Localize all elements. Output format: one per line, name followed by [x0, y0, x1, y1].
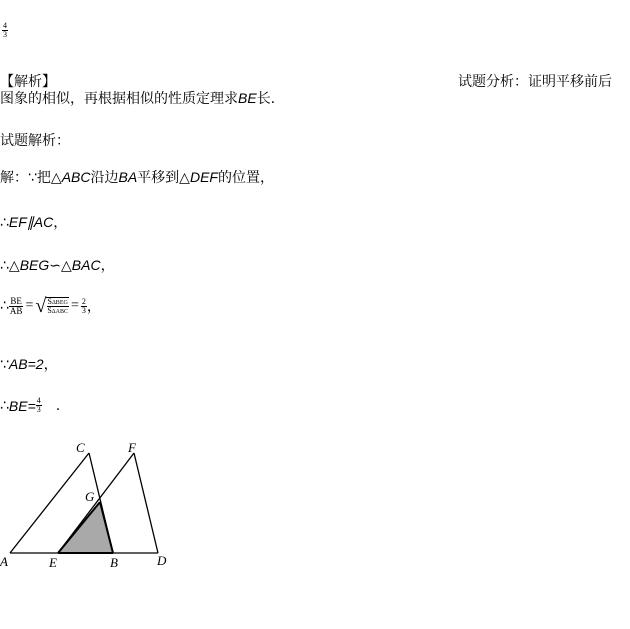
summary-var: BE	[238, 90, 257, 106]
line6-end: .	[55, 397, 61, 414]
line1-def: DEF	[189, 169, 218, 185]
line4-sqrt-frac	[46, 298, 69, 315]
line4-eq2: =	[70, 298, 79, 313]
line1-abc: ABC	[61, 169, 91, 185]
line3-end: ，	[100, 258, 115, 274]
summary-end: 长.	[256, 91, 276, 107]
line4-prefix: ∴	[0, 298, 9, 314]
solution-line-1	[0, 167, 274, 187]
line4-s-num-sub: ΔBEG	[51, 300, 68, 306]
solution-title: 试题解析：	[0, 133, 70, 149]
line4-s-num: S	[47, 297, 52, 306]
solution-line-5	[0, 354, 58, 374]
line2-prefix: ∴	[0, 215, 9, 231]
answer-numerator: 4	[3, 21, 7, 30]
line2-expr: EF∥AC	[8, 214, 54, 230]
line6-prefix: ∴	[0, 397, 9, 414]
label-b: B	[110, 555, 118, 570]
radical-icon: √	[35, 295, 47, 317]
label-e: E	[49, 555, 57, 570]
line4-frac	[9, 297, 24, 316]
line1-prefix: 解：∵把△	[0, 170, 62, 186]
answer-denominator: 3	[3, 30, 7, 39]
line4-s-den-sub: ΔABC	[51, 309, 68, 315]
shaded-triangle-beg	[58, 502, 113, 553]
line5-expr: AB=2	[8, 356, 44, 372]
solution-line-6	[0, 397, 60, 414]
line6-frac	[36, 397, 42, 414]
line5-prefix: ∵	[0, 357, 9, 373]
line6-var: BE=	[8, 397, 36, 414]
line4-frac-den: AB	[9, 305, 23, 316]
label-g: G	[85, 489, 95, 504]
line1-mid1: 沿边	[90, 170, 119, 186]
label-a: A	[0, 554, 8, 569]
summary-text: 图象的相似，再根据相似的性质定理求	[0, 91, 238, 107]
solution-line-3	[0, 255, 115, 275]
label-c: C	[76, 440, 85, 455]
solution-line-4	[0, 296, 101, 316]
line4-s-den: S	[47, 306, 52, 315]
line2-end: ，	[53, 215, 68, 231]
line1-end: 的位置，	[217, 170, 274, 186]
line6-den: 3	[36, 405, 41, 414]
line1-mid2: 平移到△	[137, 170, 190, 186]
line4-ratio-num: 2	[81, 296, 86, 306]
line4-sqrt	[35, 296, 69, 316]
line6-num: 4	[36, 396, 41, 405]
line4-end: ，	[86, 300, 101, 315]
line3-sim: ∽△	[49, 258, 72, 274]
segment-fd	[134, 453, 158, 553]
line4-frac-num: BE	[10, 295, 22, 306]
line4-ratio-den: 3	[81, 305, 86, 315]
analysis-summary-line2	[0, 88, 275, 108]
label-f: F	[128, 440, 136, 455]
analysis-summary-right: 试题分析：证明平移前后	[458, 74, 612, 90]
line5-end: ，	[43, 357, 58, 373]
line4-eq: =	[25, 298, 34, 313]
line3-left: BEG	[19, 257, 50, 273]
line3-prefix: ∴△	[0, 258, 20, 274]
answer-fraction	[2, 22, 8, 39]
line3-right: BAC	[71, 257, 101, 273]
geometry-figure	[0, 436, 190, 576]
line1-ba: BA	[118, 169, 138, 185]
solution-line-2	[0, 212, 67, 232]
analysis-header: 【解析】	[0, 74, 56, 90]
label-d: D	[157, 553, 167, 568]
